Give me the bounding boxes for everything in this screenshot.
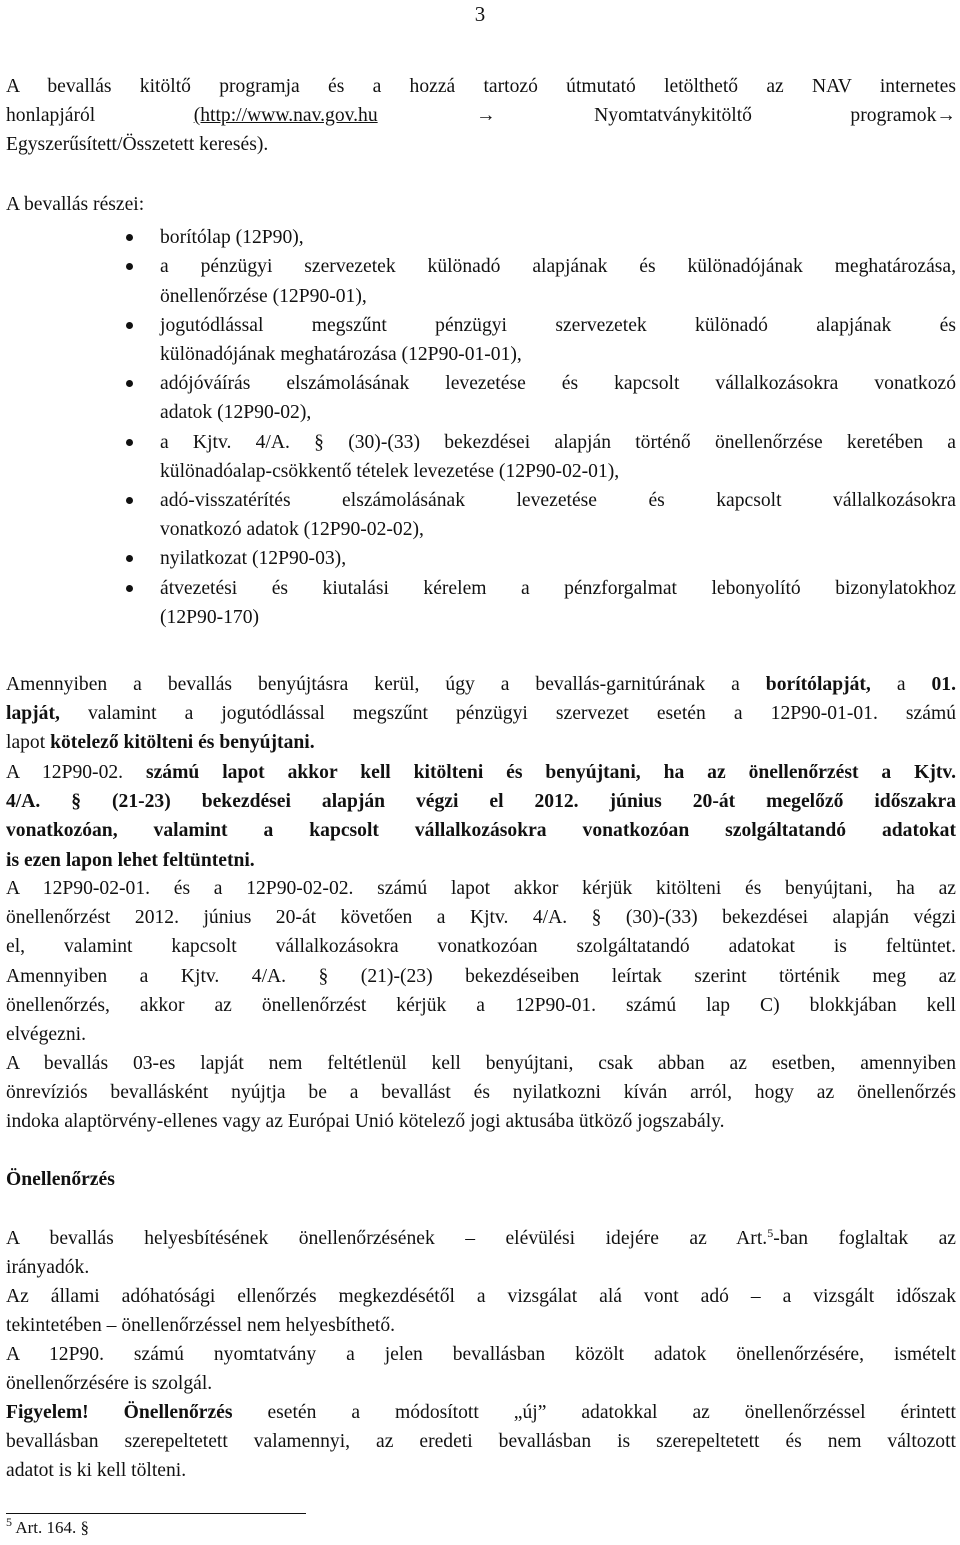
footnote-number: 5 bbox=[6, 1515, 12, 1529]
intro-paragraph bbox=[6, 72, 956, 160]
list-item: borítólap (12P90), bbox=[6, 223, 956, 252]
bullet-icon bbox=[126, 585, 133, 592]
paragraph-12p90-02: A 12P90-02. számú lapot akkor kell kitölteni és benyújtani, ha az önellenőrzést a Kjtv. 4/A. § (21-23) bekezdései alapján végzi el 2012. június 20-át megelőző időszakra vonatkozóan, valamint a kapcsolt vállalkozásokra vonatkozóan szolgáltatandó adatokat is ezen lapon lehet feltüntetni. bbox=[6, 762, 956, 871]
paragraph-warning: Figyelem! Önellenőrzés esetén a módosított „új” adatokkal az önellenőrzéssel érintett bevallásban szerepeltetett valamennyi, az eredeti bevallásban is szerepeltetett és nem változott adatot is ki kell tölteni. bbox=[6, 1402, 956, 1482]
paragraph-form-purpose: A 12P90. számú nyomtatvány a jelen bevallásban közölt adatok önellenőrzésére, ismételt önellenőrzésére is szolgál. bbox=[6, 1344, 956, 1395]
intro-line-3: Egyszerűsített/Összetett keresés). bbox=[6, 134, 269, 156]
intro-line-2: honlapjáról (http://www.nav.gov.hu → Nyomtatványkitöltő programok→ bbox=[6, 105, 956, 127]
footnote-divider bbox=[6, 1513, 306, 1514]
bullet-icon bbox=[126, 555, 133, 562]
list-item: adó-visszatérítés elszámolásának levezetése és kapcsolt vállalkozásokra vonatkozó adatok (12P90-02-02), bbox=[6, 486, 956, 544]
bullet-icon bbox=[126, 497, 133, 504]
bullet-icon bbox=[126, 234, 133, 241]
parts-list bbox=[6, 223, 956, 632]
paragraph-audit: Az állami adóhatósági ellenőrzés megkezdésétől a vizsgálat alá vont adó – a vizsgált időszak tekintetében – önellenőrzéssel nem helyesbíthető. bbox=[6, 1286, 956, 1337]
section-heading: Önellenőrzés bbox=[6, 1169, 115, 1190]
arrow-icon: → bbox=[476, 105, 496, 127]
nav-link[interactable]: (http://www.nav.gov.hu bbox=[193, 105, 378, 127]
list-item: a Kjtv. 4/A. § (30)-(33) bekezdései alapján történő önellenőrzése keretében a különadóalap-csökkentő tételek levezetése (12P90-02-01), bbox=[6, 428, 956, 486]
bullet-icon bbox=[126, 439, 133, 446]
footnote-text: Art. 164. § bbox=[15, 1518, 89, 1537]
list-item: jogutódlással megszűnt pénzügyi szervezetek különadó alapjának és különadójának meghatározása (12P90-01-01), bbox=[6, 311, 956, 369]
footnote bbox=[6, 1515, 89, 1538]
paragraph-limitation: A bevallás helyesbítésének önellenőrzésének – elévülési idejére az Art.$^5$-ban foglaltak az irányadók. bbox=[6, 1226, 956, 1279]
bullet-icon bbox=[126, 263, 133, 270]
bullet-icon bbox=[126, 322, 133, 329]
intro-line-1: A bevallás kitöltő programja és a hozzá tartozó útmutató letölthető az NAV internetes bbox=[6, 76, 956, 97]
list-item: a pénzügyi szervezetek különadó alapjának és különadójának meghatározása, önellenőrzése (12P90-01), bbox=[6, 252, 956, 310]
page-number: 3 bbox=[474, 2, 486, 26]
list-item: átvezetési és kiutalási kérelem a pénzforgalmat lebonyolító bizonylatokhoz (12P90-170) bbox=[6, 574, 956, 632]
list-item: nyilatkozat (12P90-03), bbox=[6, 544, 956, 573]
list-item: adójóváírás elszámolásának levezetése és kapcsolt vállalkozásokra vonatkozó adatok (12P90-02), bbox=[6, 369, 956, 427]
footnote-reference[interactable]: 5 bbox=[767, 1226, 774, 1240]
bullet-icon bbox=[126, 380, 133, 387]
paragraph-required-pages: Amennyiben a bevallás benyújtásra kerül, úgy a bevallás-garnitúrának a borítólapját, a 01. lapját, valamint a jogutódlással megszűnt pénzügyi szervezet esetén a 12P90-01-01. számú lapot kötelező kitölteni és benyújtani. bbox=[6, 674, 956, 754]
parts-title: A bevallás részei: bbox=[6, 194, 145, 215]
paragraph-12p90-02-01: A 12P90-02-01. és a 12P90-02-02. számú lapot akkor kérjük kitölteni és benyújtani, ha az önellenőrzést 2012. június 20-át követően a Kjtv. 4/A. § (30)-(33) bekezdései alapján végzi el, valamint kapcsolt vállalkozásokra vonatkozóan szolgáltatandó adatokat is feltüntet. Amennyiben a Kjtv. 4/A. § (21)-(23) bekezdéseiben leírtak szerint történik meg az önellenőrzés, akkor az önellenőrzést kérjük a 12P90-01. számú lap C) blokkjában kell elvégezni. bbox=[6, 878, 956, 1046]
paragraph-03-page: A bevallás 03-es lapját nem feltétlenül kell benyújtani, csak abban az esetben, amennyiben önrevíziós bevallásként nyújtja be a bevallást és nyilatkozni kíván arról, hogy az önellenőrzés indoka alaptörvény-ellenes vagy az Európai Unió kötelező jogi aktusába ütköző jogszabály. bbox=[6, 1053, 956, 1133]
parts-section bbox=[6, 190, 956, 632]
